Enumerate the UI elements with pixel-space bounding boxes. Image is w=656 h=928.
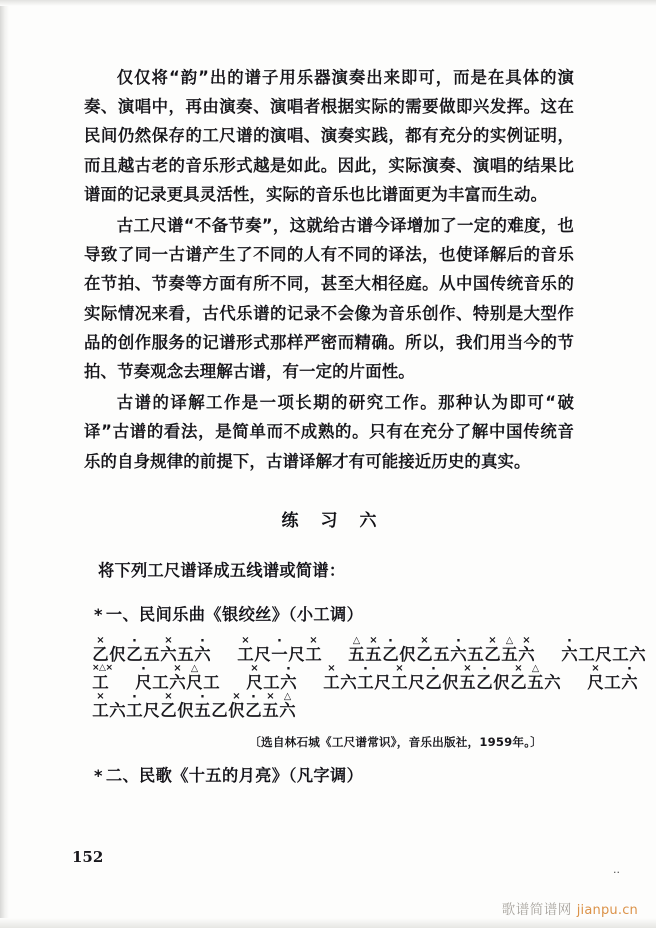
gongche-cell [595,645,612,664]
gongche-cell [126,689,143,720]
gongche-cell [399,645,416,664]
gongche-character: 乙 [245,700,262,720]
gongche-phrase [246,661,297,692]
gongche-character: 伬 [109,644,126,664]
gongche-character: 乙 [476,672,493,692]
gongche-cell [484,634,501,664]
gongche-cell [271,633,288,664]
gongche-beat-mark: × [463,662,472,674]
gongche-cell [544,673,561,692]
gongche-cell [177,645,194,664]
gongche-beat-mark: △ [352,634,361,646]
gongche-cell [467,645,484,664]
gongche-cell [186,662,203,692]
gongche-character: 尺 [186,672,203,692]
gongche-cell [476,661,493,692]
gongche-cell [450,633,467,664]
gongche-character: 伬 [399,644,416,664]
gongche-character: 乙 [160,700,177,720]
gongche-beat-mark: · [286,661,291,677]
gongche-character: 工 [305,644,322,664]
page-edge-bottom [0,918,656,928]
gongche-character: 尺 [408,672,425,692]
gongche-cell [92,634,109,664]
gongche-beat-mark: × [369,634,378,646]
gongche-character: 伬 [493,672,510,692]
exercise-heading: 练习六 [281,510,399,531]
gongche-beat-mark: × [250,662,259,674]
gongche-cell [143,645,160,664]
gongche-character: 五 [348,644,365,664]
gongche-beat-mark: × [164,690,173,702]
gongche-character: 六 [629,644,646,664]
gongche-beat-mark: △ [283,690,292,702]
gongche-cell [442,673,459,692]
gongche-beat-mark: · [363,661,368,677]
gongche-character: 六 [340,672,357,692]
gongche-character: 五 [262,700,279,720]
gongche-beat-mark: · [200,633,205,649]
gongche-cell [604,673,621,692]
gongche-beat-mark: · [132,633,137,649]
gongche-cell [621,661,638,692]
gongche-beat-mark: · [431,661,436,677]
gongche-cell [246,662,263,692]
gongche-cell [152,673,169,692]
gongche-beat-mark: × [488,634,497,646]
gongche-cell [493,673,510,692]
gongche-character: 乙 [416,644,433,664]
body-paragraph-3: 古谱的译解工作是一项长期的研究工作。那种认为即可“破译”古谱的看法，是简单而不成熟的。只有在充分了解中国传统音乐的自身规律的前提下，古谱译解才有可能接近历史的真实。 [84,393,574,471]
gongche-cell [263,673,280,692]
corner-speck: ·· [613,866,620,879]
gongche-cell [194,689,211,720]
gongche-character: 尺 [595,644,612,664]
watermark [502,898,638,918]
gongche-character: 工 [578,644,595,664]
gongche-cell [92,690,109,720]
gongche-character: 乙 [484,644,501,664]
gongche-cell [365,634,382,664]
gongche-cell [245,689,262,720]
gongche-beat-mark: ×△× [92,662,113,673]
gongche-phrase [92,662,113,692]
gongche-character: 尺 [246,672,263,692]
gongche-character: 一 [271,644,288,664]
gongche-beat-mark: · [277,633,282,649]
exercise-item-2-label: 二、民歌《十五的月亮》（凡字调） [105,765,364,785]
gongche-cell [279,690,296,720]
gongche-character: 六 [279,700,296,720]
gongche-beat-mark: × [96,634,105,646]
gongche-character: 尺 [288,644,305,664]
gongche-beat-mark: × [420,634,429,646]
gongche-cell [527,662,544,692]
gongche-character: 六 [280,672,297,692]
gongche-beat-mark: · [482,661,487,677]
gongche-beat-mark: · [251,689,256,705]
gongche-character: 工 [263,672,280,692]
gongche-cell [587,662,604,692]
watermark-site-name: 歌谱简谱网 [501,902,572,918]
gongche-cell [510,662,527,692]
gongche-character: 五 [194,700,211,720]
gongche-character: 工 [323,672,340,692]
gongche-cell [391,662,408,692]
gongche-cell [160,690,177,720]
gongche-cell [160,634,177,664]
gongche-beat-mark: × [241,634,250,646]
gongche-cell [561,633,578,664]
gongche-beat-mark: △ [505,634,514,646]
gongche-beat-mark: × [327,662,336,674]
gongche-character: 五 [143,644,160,664]
exercise-item-1 [94,601,574,625]
gongche-beat-mark: · [141,661,146,677]
gongche-cell [228,690,245,720]
gongche-character: 五 [433,644,450,664]
gongche-character: 乙 [211,700,228,720]
gongche-beat-mark: × [395,662,404,674]
gongche-cell [612,645,629,664]
gongche-cell [288,645,305,664]
gongche-beat-mark: △ [190,662,199,674]
gongche-beat-mark: × [164,634,173,646]
gongche-cell [518,634,535,664]
gongche-cell [374,673,391,692]
gongche-character: 尺 [143,700,160,720]
gongche-line [92,661,638,692]
gongche-phrase [587,661,638,692]
exercise-item-2-star: * [94,765,103,785]
gongche-cell [357,661,374,692]
page-number: 152 [72,848,104,866]
watermark-url: jianpu.cn [576,903,638,918]
gongche-character: 五 [527,672,544,692]
gongche-cell [203,673,220,692]
gongche-beat-mark: · [132,689,137,705]
gongche-character: 工 [92,672,109,692]
gongche-cell [211,701,228,720]
gongche-cell [459,662,476,692]
gongche-character: 六 [169,672,186,692]
gongche-notation-block [92,633,646,720]
gongche-character: 六 [544,672,561,692]
gongche-beat-mark: △ [531,662,540,674]
exercise-instruction: 将下列工尺谱译成五线谱或简谱： [98,560,346,580]
gongche-cell [629,645,646,664]
gongche-character: 乙 [382,644,399,664]
gongche-character: 工 [237,644,254,664]
gongche-phrase [348,633,535,664]
gongche-character: 工 [152,672,169,692]
exercise-item-1-star: * [94,604,103,624]
gongche-character: 伬 [177,700,194,720]
gongche-character: 六 [194,644,211,664]
gongche-cell [237,634,254,664]
gongche-beat-mark: × [514,662,523,674]
gongche-cell [143,701,160,720]
gongche-character: 五 [459,672,476,692]
gongche-character: 六 [109,700,126,720]
gongche-cell [408,673,425,692]
gongche-character: 乙 [92,644,109,664]
gongche-character: 伬 [442,672,459,692]
gongche-cell [416,634,433,664]
gongche-cell [340,673,357,692]
exercise-item-1-label: 一、民间乐曲《银绞丝》（小工调） [105,604,364,624]
gongche-character: 工 [126,700,143,720]
gongche-character: 工 [203,672,220,692]
gongche-character: 伬 [228,700,245,720]
gongche-beat-mark: · [388,633,393,649]
gongche-beat-mark: × [591,662,600,674]
gongche-character: 尺 [135,672,152,692]
gongche-character: 六 [160,644,177,664]
gongche-beat-mark: · [200,689,205,705]
gongche-beat-mark: · [627,661,632,677]
gongche-character: 六 [450,644,467,664]
gongche-character: 六 [518,644,535,664]
page-edge-top [0,0,656,6]
body-paragraph-2: 古工尺谱“不备节奏”，这就给古谱今译增加了一定的难度，也导致了同一古谱产生了不同的人有不同的译法，也使译解后的音乐在节拍、节奏等方面有所不同，甚至大相径庭。从中国传统音乐的实际情况来看，古代乐谱的记录不会像为音乐创作、特别是大型作品的创作服务的记谱形式那样严密而精确。所以，我们用当今的节拍、节奏观念去理解古谱，有一定的片面性。 [84,216,574,382]
gongche-character: 乙 [126,644,143,664]
gongche-beat-mark: × [173,662,182,674]
gongche-character: 工 [357,672,374,692]
gongche-cell [348,634,365,664]
gongche-beat-mark: × [309,634,318,646]
source-citation: 〔选自林石城《工尺谱常识》，音乐出版社，1959年。〕 [249,734,542,749]
gongche-cell [305,634,322,664]
gongche-cell [135,661,152,692]
gongche-cell [425,661,442,692]
gongche-character: 尺 [374,672,391,692]
gongche-character: 五 [365,644,382,664]
gongche-beat-mark: × [266,690,275,702]
gongche-cell [169,662,186,692]
gongche-character: 工 [92,700,109,720]
gongche-cell [323,662,340,692]
gongche-phrase [92,689,296,720]
gongche-character: 工 [391,672,408,692]
gongche-cell [254,645,271,664]
page-edge-left [0,0,9,928]
gongche-cell [262,690,279,720]
gongche-character: 工 [612,644,629,664]
body-paragraph-1: 仅仅将“韵”出的谱子用乐器演奏出来即可，而是在具体的演奏、演唱中，再由演奏、演唱者根据实际的需要做即兴发挥。这在民间仍然保存的工尺谱的演唱、演奏实践，都有充分的实例证明，而且越古老的音乐形式越是如此。因此，实际演奏、演唱的结果比谱面的记录更具灵活性，实际的音乐也比谱面更为丰富而生动。 [84,68,574,204]
gongche-beat-mark: × [96,690,105,702]
gongche-cell [109,701,126,720]
gongche-cell [109,645,126,664]
gongche-character: 五 [467,644,484,664]
gongche-cell [433,645,450,664]
gongche-cell [382,633,399,664]
gongche-character: 工 [604,672,621,692]
gongche-cell [177,701,194,720]
gongche-phrase [561,633,646,664]
gongche-phrase [237,633,322,664]
gongche-cell [578,645,595,664]
gongche-beat-mark: · [567,633,572,649]
gongche-cell [92,662,113,692]
gongche-phrase [135,661,220,692]
gongche-cell [194,633,211,664]
gongche-character: 尺 [254,644,271,664]
gongche-line [92,689,574,720]
gongche-character: 六 [621,672,638,692]
gongche-beat-mark: × [232,690,241,702]
gongche-character: 六 [561,644,578,664]
gongche-character: 乙 [510,672,527,692]
gongche-beat-mark: × [522,634,531,646]
gongche-cell [501,634,518,664]
exercise-item-2 [94,762,574,786]
gongche-character: 尺 [587,672,604,692]
gongche-line [92,633,646,664]
gongche-beat-mark: · [456,633,461,649]
gongche-cell [126,633,143,664]
gongche-cell [280,661,297,692]
gongche-phrase [92,633,211,664]
gongche-character: 五 [177,644,194,664]
gongche-character: 乙 [425,672,442,692]
page-content [84,63,646,806]
gongche-phrase [323,661,561,692]
gongche-character: 五 [501,644,518,664]
